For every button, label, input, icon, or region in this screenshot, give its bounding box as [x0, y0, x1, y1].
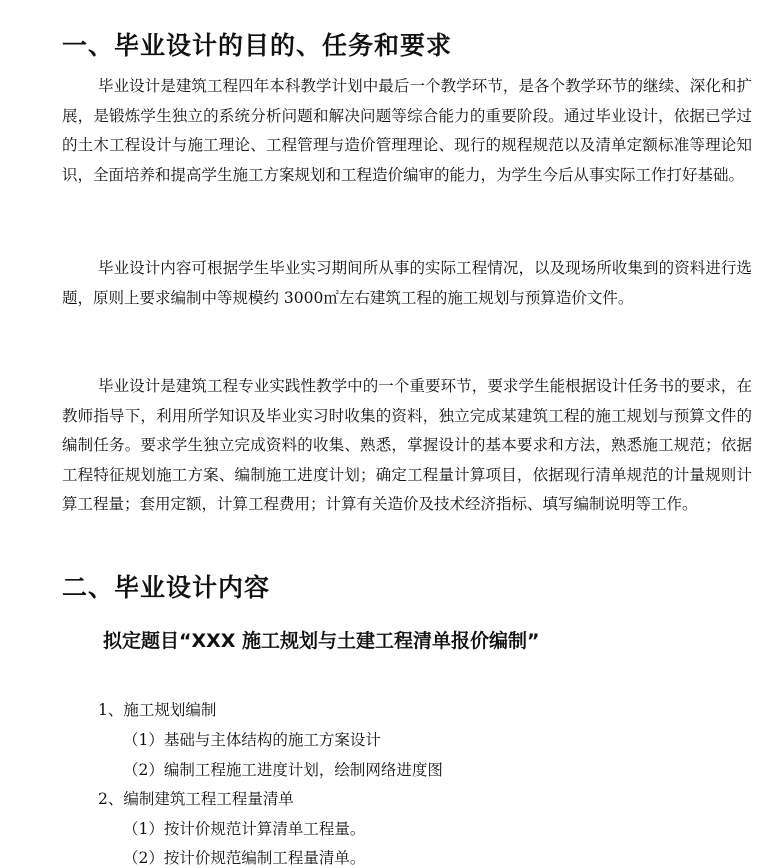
paragraph-purpose: 毕业设计是建筑工程四年本科教学计划中最后一个教学环节，是各个教学环节的继续、深化和扩展，是锻炼学生独立的系统分析问题和解决问题等综合能力的重要阶段。通过毕业设计，依据已学过的土木工程设计与施工理论、工程管理与造价管理理论、现行的规程规范以及清单定额标准等理论知识，全面培养和提高学生施工方案规划和工程造价编审的能力，为学生今后从事实际工作打好基础。 [62, 77, 752, 184]
list-item: 1、施工规划编制 [98, 701, 217, 719]
topic-title: 拟定题目“XXX 施工规划与土建工程清单报价编制” [103, 630, 540, 652]
list-item: 2、编制建筑工程工程量清单 [98, 790, 294, 808]
list-subitem: （1）按计价规范计算清单工程量。 [123, 820, 366, 838]
list-subitem: （1）基础与主体结构的施工方案设计 [123, 731, 381, 749]
section-1-heading: 一、毕业设计的目的、任务和要求 [62, 31, 453, 60]
paragraph-requirements: 毕业设计是建筑工程专业实践性教学中的一个重要环节，要求学生能根据设计任务书的要求，在教师指导下，利用所学知识及毕业实习时收集的资料，独立完成某建筑工程的施工规划与预算文件的编制任务。要求学生独立完成资料的收集、熟悉，掌握设计的基本要求和方法，熟悉施工规范；依据工程特征规划施工方案、编制施工进度计划；确定工程量计算项目，依据现行清单规范的计量规则计算工程量；套用定额，计算工程费用；计算有关造价及技术经济指标、填写编制说明等工作。 [62, 377, 752, 513]
section-2-heading: 二、毕业设计内容 [62, 573, 271, 602]
paragraph-topic-selection: 毕业设计内容可根据学生毕业实习期间所从事的实际工程情况，以及现场所收集到的资料进行选题，原则上要求编制中等规模约 3000㎡左右建筑工程的施工规划与预算造价文件。 [62, 259, 752, 307]
list-subitem: （2）编制工程施工进度计划，绘制网络进度图 [123, 761, 443, 779]
list-subitem: （2）按计价规范编制工程量清单。 [123, 849, 366, 867]
